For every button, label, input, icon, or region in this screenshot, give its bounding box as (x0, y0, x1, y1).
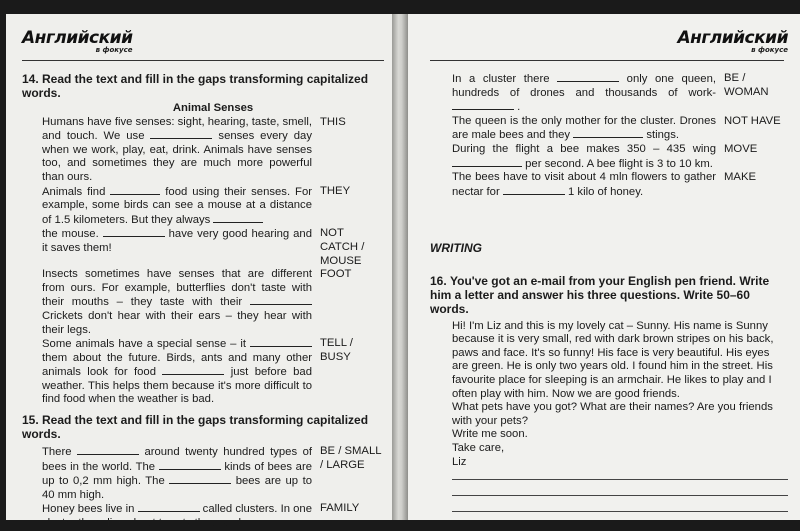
right-page (408, 14, 800, 520)
text-row: During the flight a bee makes 350 – 435 wing per second. A bee flight is 3 to 10 km. MOVE (452, 143, 788, 171)
letter-questions: What pets have you got? What are their names? Are you friends with your pets? (452, 401, 773, 427)
gap-blank[interactable] (452, 100, 514, 110)
gap-blank[interactable] (169, 474, 231, 484)
left-page (6, 14, 392, 530)
keyword: BE / SMALL / LARGE (320, 445, 382, 471)
header-rule (430, 60, 784, 61)
answer-line[interactable] (452, 495, 788, 496)
header-rule (22, 60, 384, 61)
task-15-heading: 15. Read the text and fill in the gaps transforming capitalized words. (22, 413, 369, 442)
task-16-heading: 16. You've got an e-mail from your English pen friend. Write him a letter and answer his three questions. Write 50–60 words. (430, 273, 770, 316)
letter-paragraph: Hi! I'm Liz and this is my lovely cat – Sunny. His name is Sunny because it is very small, red with dark brown stripes on his back, paws and face. It's so funny! His face is very beautiful. His eyes are green. He is only two years old. I found him in the street. His favourite place for sleeping is an armchair. He likes to play and I often play with him. Now we are good friends. (452, 319, 774, 400)
text-row: The queen is the only mother for the cluster. Drones are male bees and they stings. NOT HAVE (452, 115, 788, 143)
email-letter (430, 320, 788, 513)
keyword: NOT CATCH / MOUSE (320, 227, 365, 267)
text-row: The bees have to visit about 4 mln flowers to gather nectar for 1 kilo of honey. MAKE (452, 171, 788, 199)
book-gutter (392, 14, 408, 520)
text-row: Some animals have a special sense – it them about the future. Birds, ants and many other animals look for food just before bad weather. This helps them because it's more difficult to find food when the weather is bad. TELL / BUSY (42, 337, 384, 407)
answer-line[interactable] (452, 479, 788, 480)
text-row: Insects sometimes have senses that are different from ours. For example, butterflies don't taste with their mouths – they taste with their Crickets don't hear with their ears – they hear with their legs. FOOT (42, 268, 384, 337)
text-row: Honey bees live in called clusters. In one cluster there live about twenty thousand FAMILY (42, 502, 384, 530)
answer-line[interactable] (452, 511, 788, 512)
gap-blank[interactable] (159, 460, 221, 470)
keyword: MOVE (724, 142, 758, 155)
keyword: THEY (320, 184, 351, 197)
logo-title: Английский (22, 28, 133, 48)
text-row: There around twenty hundred types of bees in the world. The kinds of bees are up to 0,2 mm high. The bees are up to 40 mm high. BE / SMALL / LARGE (42, 445, 384, 502)
gap-blank[interactable] (162, 365, 224, 375)
task-14-heading: 14. Read the text and fill in the gaps transforming capitalized words. (22, 72, 369, 100)
keyword: MAKE (724, 171, 757, 184)
text-row: In a cluster there only one queen, hundreds of drones and thousands of work- . BE / WOMAN (452, 72, 788, 115)
task-14-body (22, 102, 384, 407)
gap-blank[interactable] (250, 337, 312, 347)
gap-blank[interactable] (573, 128, 643, 138)
letter-signature: Liz (452, 455, 467, 468)
text-row: Humans have five senses: sight, hearing, taste, smell, and touch. We use senses every day when we work, play, eat, drink. Animals have senses too, and sometimes they are much more powerful than ours. THIS (42, 116, 384, 185)
logo-subtitle: в фокусе (751, 46, 788, 54)
gap-blank[interactable] (557, 72, 619, 82)
writing-heading: WRITING (430, 241, 482, 255)
writing-section (430, 242, 788, 527)
letter-closing: Write me soon. (452, 428, 528, 441)
keyword: TELL / BUSY (320, 337, 353, 363)
gap-blank[interactable] (138, 502, 200, 512)
task-15-body (22, 445, 384, 531)
keyword: THIS (320, 115, 346, 128)
gap-blank[interactable] (452, 157, 522, 167)
gap-blank[interactable] (77, 445, 139, 455)
letter-signoff: Take care, (452, 441, 505, 454)
keyword: FAMILY (320, 502, 360, 515)
right-content (452, 72, 788, 199)
gap-blank[interactable] (103, 227, 165, 237)
left-content (22, 72, 384, 531)
keyword: FOOT (320, 268, 352, 281)
keyword: NOT HAVE (724, 114, 781, 127)
gap-blank[interactable] (250, 295, 312, 305)
logo-title: Английский (677, 28, 788, 48)
gap-blank[interactable] (213, 213, 263, 223)
book-logo (678, 30, 789, 54)
gap-blank[interactable] (150, 129, 212, 139)
book-logo (22, 30, 133, 54)
gap-blank[interactable] (110, 185, 160, 195)
text-row: Animals find food using their senses. For example, some birds can see a mouse at a distance of 1.5 kilometers. But they always THEY (42, 185, 384, 228)
text-title: Animal Senses (172, 102, 254, 114)
text-row: the mouse. have very good hearing and it saves them! NOT CATCH / MOUSE (42, 227, 384, 268)
answer-lines[interactable] (452, 479, 788, 512)
logo-subtitle: в фокусе (95, 46, 133, 54)
keyword: BE / WOMAN (724, 72, 769, 98)
gap-blank[interactable] (503, 185, 565, 195)
